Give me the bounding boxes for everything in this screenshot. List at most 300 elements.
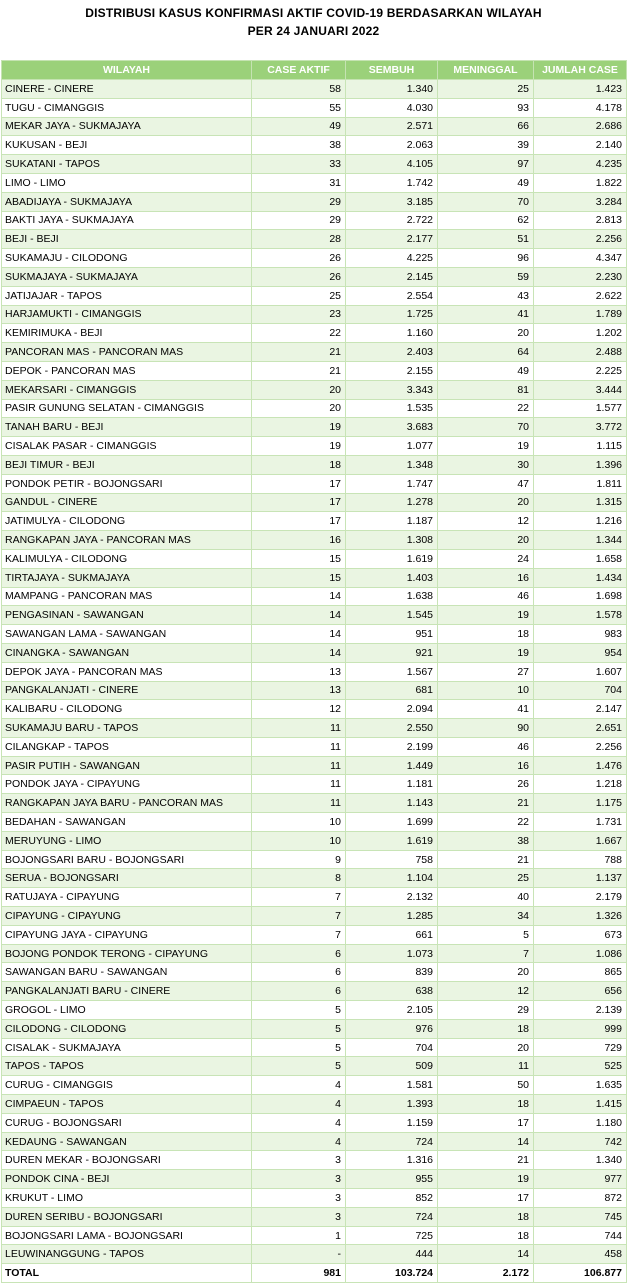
jumlah-case-cell: 1.476 [534, 756, 627, 775]
case-aktif-cell: 18 [252, 455, 346, 474]
jumlah-case-cell: 4.178 [534, 98, 627, 117]
meninggal-cell: 34 [438, 907, 534, 926]
table-row [2, 625, 627, 644]
table-row [2, 756, 627, 775]
wilayah-cell: ABADIJAYA - SUKMAJAYA [2, 192, 252, 211]
meninggal-cell: 70 [438, 418, 534, 437]
sembuh-cell: 2.132 [346, 888, 438, 907]
table-row [2, 1132, 627, 1151]
sembuh-cell: 1.535 [346, 399, 438, 418]
wilayah-cell: BEDAHAN - SAWANGAN [2, 813, 252, 832]
table-row [2, 173, 627, 192]
jumlah-case-cell: 2.256 [534, 230, 627, 249]
wilayah-cell: CISALAK PASAR - CIMANGGIS [2, 437, 252, 456]
case-aktif-cell: 4 [252, 1095, 346, 1114]
case-aktif-cell: 6 [252, 944, 346, 963]
sembuh-cell: 1.077 [346, 437, 438, 456]
case-aktif-cell: 5 [252, 1038, 346, 1057]
sembuh-cell: 1.545 [346, 606, 438, 625]
meninggal-cell: 38 [438, 831, 534, 850]
table-row [2, 681, 627, 700]
jumlah-case-cell: 3.444 [534, 380, 627, 399]
wilayah-cell: PENGASINAN - SAWANGAN [2, 606, 252, 625]
case-aktif-cell: 33 [252, 155, 346, 174]
wilayah-cell: PANGKALANJATI BARU - CINERE [2, 982, 252, 1001]
sembuh-cell: 839 [346, 963, 438, 982]
case-aktif-cell: 3 [252, 1170, 346, 1189]
wilayah-cell: KUKUSAN - BEJI [2, 136, 252, 155]
table-row [2, 155, 627, 174]
case-aktif-cell: 6 [252, 963, 346, 982]
meninggal-cell: 26 [438, 775, 534, 794]
meninggal-cell: 20 [438, 1038, 534, 1057]
jumlah-case-cell: 2.651 [534, 719, 627, 738]
wilayah-cell: KRUKUT - LIMO [2, 1189, 252, 1208]
table-row [2, 136, 627, 155]
sembuh-cell: 1.619 [346, 549, 438, 568]
meninggal-cell: 29 [438, 1001, 534, 1020]
wilayah-cell: DEPOK - PANCORAN MAS [2, 361, 252, 380]
wilayah-cell: KALIBARU - CILODONG [2, 700, 252, 719]
case-aktif-cell: 26 [252, 249, 346, 268]
case-aktif-cell: 21 [252, 343, 346, 362]
sembuh-cell: 2.145 [346, 267, 438, 286]
jumlah-case-cell: 1.578 [534, 606, 627, 625]
jumlah-case-cell: 977 [534, 1170, 627, 1189]
meninggal-cell: 11 [438, 1057, 534, 1076]
meninggal-cell: 19 [438, 1170, 534, 1189]
case-aktif-cell: 15 [252, 549, 346, 568]
wilayah-cell: KEDAUNG - SAWANGAN [2, 1132, 252, 1151]
jumlah-case-cell: 788 [534, 850, 627, 869]
wilayah-cell: KALIMULYA - CILODONG [2, 549, 252, 568]
jumlah-case-cell: 1.415 [534, 1095, 627, 1114]
wilayah-cell: BOJONG PONDOK TERONG - CIPAYUNG [2, 944, 252, 963]
jumlah-case-cell: 745 [534, 1207, 627, 1226]
case-aktif-cell: 1 [252, 1226, 346, 1245]
table-row [2, 192, 627, 211]
wilayah-cell: DEPOK JAYA - PANCORAN MAS [2, 662, 252, 681]
wilayah-cell: SAWANGAN BARU - SAWANGAN [2, 963, 252, 982]
sembuh-cell: 852 [346, 1189, 438, 1208]
table-row [2, 1057, 627, 1076]
jumlah-case-cell: 742 [534, 1132, 627, 1151]
wilayah-cell: MEKAR JAYA - SUKMAJAYA [2, 117, 252, 136]
table-row [2, 643, 627, 662]
wilayah-cell: BOJONGSARI LAMA - BOJONGSARI [2, 1226, 252, 1245]
case-aktif-cell: 5 [252, 1057, 346, 1076]
sembuh-cell: 2.105 [346, 1001, 438, 1020]
sembuh-cell: 1.181 [346, 775, 438, 794]
table-row [2, 1189, 627, 1208]
table-row [2, 662, 627, 681]
meninggal-cell: 18 [438, 1019, 534, 1038]
jumlah-case-cell: 1.340 [534, 1151, 627, 1170]
sembuh-cell: 1.449 [346, 756, 438, 775]
wilayah-cell: SUKAMAJU - CILODONG [2, 249, 252, 268]
wilayah-cell: MEKARSARI - CIMANGGIS [2, 380, 252, 399]
table-body [2, 80, 627, 1264]
jumlah-case-cell: 1.180 [534, 1113, 627, 1132]
jumlah-case-cell: 1.326 [534, 907, 627, 926]
wilayah-cell: BOJONGSARI BARU - BOJONGSARI [2, 850, 252, 869]
total-case-aktif: 981 [252, 1264, 346, 1283]
jumlah-case-cell: 2.139 [534, 1001, 627, 1020]
meninggal-cell: 14 [438, 1132, 534, 1151]
table-row [2, 907, 627, 926]
sembuh-cell: 1.348 [346, 455, 438, 474]
meninggal-cell: 17 [438, 1113, 534, 1132]
table-row [2, 324, 627, 343]
column-header-jumlah-case: JUMLAH CASE [534, 61, 627, 80]
sembuh-cell: 1.073 [346, 944, 438, 963]
wilayah-cell: CINANGKA - SAWANGAN [2, 643, 252, 662]
sembuh-cell: 1.393 [346, 1095, 438, 1114]
jumlah-case-cell: 744 [534, 1226, 627, 1245]
case-aktif-cell: 13 [252, 662, 346, 681]
sembuh-cell: 1.567 [346, 662, 438, 681]
meninggal-cell: 24 [438, 549, 534, 568]
wilayah-cell: CURUG - CIMANGGIS [2, 1076, 252, 1095]
sembuh-cell: 2.094 [346, 700, 438, 719]
wilayah-cell: MERUYUNG - LIMO [2, 831, 252, 850]
meninggal-cell: 19 [438, 606, 534, 625]
wilayah-cell: BEJI - BEJI [2, 230, 252, 249]
wilayah-cell: CIPAYUNG JAYA - CIPAYUNG [2, 925, 252, 944]
jumlah-case-cell: 1.667 [534, 831, 627, 850]
sembuh-cell: 2.722 [346, 211, 438, 230]
sembuh-cell: 3.343 [346, 380, 438, 399]
meninggal-cell: 12 [438, 982, 534, 1001]
jumlah-case-cell: 1.086 [534, 944, 627, 963]
case-aktif-cell: 22 [252, 324, 346, 343]
case-aktif-cell: 29 [252, 192, 346, 211]
jumlah-case-cell: 1.789 [534, 305, 627, 324]
wilayah-cell: SERUA - BOJONGSARI [2, 869, 252, 888]
wilayah-cell: PONDOK JAYA - CIPAYUNG [2, 775, 252, 794]
case-aktif-cell: 49 [252, 117, 346, 136]
meninggal-cell: 7 [438, 944, 534, 963]
meninggal-cell: 39 [438, 136, 534, 155]
jumlah-case-cell: 1.137 [534, 869, 627, 888]
table-row [2, 944, 627, 963]
meninggal-cell: 51 [438, 230, 534, 249]
case-aktif-cell: 15 [252, 568, 346, 587]
sembuh-cell: 1.160 [346, 324, 438, 343]
sembuh-cell: 1.316 [346, 1151, 438, 1170]
wilayah-cell: GANDUL - CINERE [2, 493, 252, 512]
meninggal-cell: 20 [438, 531, 534, 550]
table-row [2, 568, 627, 587]
meninggal-cell: 64 [438, 343, 534, 362]
sembuh-cell: 2.550 [346, 719, 438, 738]
table-row [2, 1226, 627, 1245]
case-aktif-cell: 6 [252, 982, 346, 1001]
case-aktif-cell: 14 [252, 625, 346, 644]
case-aktif-cell: 3 [252, 1207, 346, 1226]
meninggal-cell: 62 [438, 211, 534, 230]
meninggal-cell: 20 [438, 493, 534, 512]
meninggal-cell: 18 [438, 1207, 534, 1226]
table-row [2, 794, 627, 813]
case-aktif-cell: 55 [252, 98, 346, 117]
case-aktif-cell: 3 [252, 1189, 346, 1208]
jumlah-case-cell: 729 [534, 1038, 627, 1057]
sembuh-cell: 1.159 [346, 1113, 438, 1132]
table-row [2, 1076, 627, 1095]
jumlah-case-cell: 2.622 [534, 286, 627, 305]
meninggal-cell: 5 [438, 925, 534, 944]
wilayah-cell: GROGOL - LIMO [2, 1001, 252, 1020]
meninggal-cell: 46 [438, 587, 534, 606]
table-row [2, 719, 627, 738]
sembuh-cell: 758 [346, 850, 438, 869]
jumlah-case-cell: 1.423 [534, 80, 627, 99]
table-row [2, 361, 627, 380]
case-aktif-cell: 38 [252, 136, 346, 155]
meninggal-cell: 17 [438, 1189, 534, 1208]
case-aktif-cell: 21 [252, 361, 346, 380]
wilayah-cell: BEJI TIMUR - BEJI [2, 455, 252, 474]
sembuh-cell: 951 [346, 625, 438, 644]
sembuh-cell: 638 [346, 982, 438, 1001]
sembuh-cell: 1.308 [346, 531, 438, 550]
table-row [2, 305, 627, 324]
table-row [2, 1019, 627, 1038]
table-row [2, 493, 627, 512]
jumlah-case-cell: 1.396 [534, 455, 627, 474]
case-aktif-cell: 12 [252, 700, 346, 719]
table-row [2, 474, 627, 493]
sembuh-cell: 1.638 [346, 587, 438, 606]
sembuh-cell: 1.747 [346, 474, 438, 493]
meninggal-cell: 21 [438, 1151, 534, 1170]
jumlah-case-cell: 1.344 [534, 531, 627, 550]
column-header-wilayah: WILAYAH [2, 61, 252, 80]
table-row [2, 380, 627, 399]
sembuh-cell: 724 [346, 1132, 438, 1151]
meninggal-cell: 41 [438, 700, 534, 719]
case-aktif-cell: 5 [252, 1001, 346, 1020]
case-aktif-cell: 25 [252, 286, 346, 305]
meninggal-cell: 97 [438, 155, 534, 174]
wilayah-cell: BAKTI JAYA - SUKMAJAYA [2, 211, 252, 230]
case-aktif-cell: 17 [252, 474, 346, 493]
sembuh-cell: 2.403 [346, 343, 438, 362]
sembuh-cell: 1.340 [346, 80, 438, 99]
meninggal-cell: 19 [438, 643, 534, 662]
meninggal-cell: 18 [438, 1095, 534, 1114]
case-aktif-cell: 11 [252, 719, 346, 738]
jumlah-case-cell: 1.577 [534, 399, 627, 418]
jumlah-case-cell: 1.607 [534, 662, 627, 681]
table-row [2, 963, 627, 982]
sembuh-cell: 444 [346, 1245, 438, 1264]
wilayah-cell: RANGKAPAN JAYA - PANCORAN MAS [2, 531, 252, 550]
jumlah-case-cell: 1.175 [534, 794, 627, 813]
table-row [2, 850, 627, 869]
table-row [2, 1170, 627, 1189]
table-row [2, 249, 627, 268]
jumlah-case-cell: 3.284 [534, 192, 627, 211]
case-aktif-cell: 20 [252, 399, 346, 418]
table-row [2, 888, 627, 907]
jumlah-case-cell: 4.347 [534, 249, 627, 268]
table-row [2, 286, 627, 305]
wilayah-cell: PASIR PUTIH - SAWANGAN [2, 756, 252, 775]
table-row [2, 1113, 627, 1132]
report-title: DISTRIBUSI KASUS KONFIRMASI AKTIF COVID-19 BERDASARKAN WILAYAH [85, 6, 542, 20]
jumlah-case-cell: 2.813 [534, 211, 627, 230]
sembuh-cell: 1.143 [346, 794, 438, 813]
wilayah-cell: RANGKAPAN JAYA BARU - PANCORAN MAS [2, 794, 252, 813]
table-row [2, 531, 627, 550]
meninggal-cell: 22 [438, 813, 534, 832]
sembuh-cell: 4.030 [346, 98, 438, 117]
table-row [2, 831, 627, 850]
meninggal-cell: 30 [438, 455, 534, 474]
wilayah-cell: CISALAK - SUKMAJAYA [2, 1038, 252, 1057]
case-aktif-cell: 11 [252, 775, 346, 794]
sembuh-cell: 2.571 [346, 117, 438, 136]
jumlah-case-cell: 1.811 [534, 474, 627, 493]
table-row [2, 399, 627, 418]
meninggal-cell: 22 [438, 399, 534, 418]
table-row [2, 455, 627, 474]
total-jumlah-case: 106.877 [534, 1264, 627, 1283]
jumlah-case-cell: 954 [534, 643, 627, 662]
meninggal-cell: 21 [438, 794, 534, 813]
wilayah-cell: PANGKALANJATI - CINERE [2, 681, 252, 700]
jumlah-case-cell: 3.772 [534, 418, 627, 437]
case-aktif-cell: 13 [252, 681, 346, 700]
case-aktif-cell: 26 [252, 267, 346, 286]
case-aktif-cell: 19 [252, 437, 346, 456]
sembuh-cell: 4.225 [346, 249, 438, 268]
jumlah-case-cell: 4.235 [534, 155, 627, 174]
wilayah-cell: CILANGKAP - TAPOS [2, 737, 252, 756]
table-row [2, 549, 627, 568]
sembuh-cell: 509 [346, 1057, 438, 1076]
meninggal-cell: 20 [438, 963, 534, 982]
jumlah-case-cell: 1.822 [534, 173, 627, 192]
wilayah-cell: JATIMULYA - CILODONG [2, 512, 252, 531]
sembuh-cell: 2.554 [346, 286, 438, 305]
sembuh-cell: 4.105 [346, 155, 438, 174]
meninggal-cell: 10 [438, 681, 534, 700]
wilayah-cell: JATIJAJAR - TAPOS [2, 286, 252, 305]
jumlah-case-cell: 872 [534, 1189, 627, 1208]
wilayah-cell: SUKAMAJU BARU - TAPOS [2, 719, 252, 738]
jumlah-case-cell: 525 [534, 1057, 627, 1076]
total-meninggal: 2.172 [438, 1264, 534, 1283]
sembuh-cell: 976 [346, 1019, 438, 1038]
meninggal-cell: 49 [438, 361, 534, 380]
case-aktif-cell: 10 [252, 831, 346, 850]
table-row [2, 1095, 627, 1114]
jumlah-case-cell: 656 [534, 982, 627, 1001]
meninggal-cell: 40 [438, 888, 534, 907]
wilayah-cell: TIRTAJAYA - SUKMAJAYA [2, 568, 252, 587]
case-aktif-cell: 29 [252, 211, 346, 230]
sembuh-cell: 2.155 [346, 361, 438, 380]
sembuh-cell: 1.285 [346, 907, 438, 926]
jumlah-case-cell: 673 [534, 925, 627, 944]
case-aktif-cell: 20 [252, 380, 346, 399]
wilayah-cell: PONDOK CINA - BEJI [2, 1170, 252, 1189]
meninggal-cell: 16 [438, 756, 534, 775]
wilayah-cell: SAWANGAN LAMA - SAWANGAN [2, 625, 252, 644]
wilayah-cell: LIMO - LIMO [2, 173, 252, 192]
meninggal-cell: 14 [438, 1245, 534, 1264]
jumlah-case-cell: 2.488 [534, 343, 627, 362]
case-aktif-cell: 58 [252, 80, 346, 99]
case-aktif-cell: 11 [252, 756, 346, 775]
wilayah-cell: CILODONG - CILODONG [2, 1019, 252, 1038]
table-row [2, 437, 627, 456]
sembuh-cell: 724 [346, 1207, 438, 1226]
table-row [2, 1245, 627, 1264]
sembuh-cell: 1.403 [346, 568, 438, 587]
sembuh-cell: 681 [346, 681, 438, 700]
table-row [2, 230, 627, 249]
wilayah-cell: DUREN SERIBU - BOJONGSARI [2, 1207, 252, 1226]
table-row [2, 587, 627, 606]
table-row [2, 925, 627, 944]
column-header-sembuh: SEMBUH [346, 61, 438, 80]
table-row [2, 982, 627, 1001]
meninggal-cell: 25 [438, 869, 534, 888]
wilayah-cell: RATUJAYA - CIPAYUNG [2, 888, 252, 907]
jumlah-case-cell: 865 [534, 963, 627, 982]
table-row [2, 606, 627, 625]
jumlah-case-cell: 1.315 [534, 493, 627, 512]
jumlah-case-cell: 1.658 [534, 549, 627, 568]
sembuh-cell: 1.581 [346, 1076, 438, 1095]
wilayah-cell: TAPOS - TAPOS [2, 1057, 252, 1076]
meninggal-cell: 93 [438, 98, 534, 117]
table-row [2, 1038, 627, 1057]
sembuh-cell: 725 [346, 1226, 438, 1245]
meninggal-cell: 43 [438, 286, 534, 305]
column-header-meninggal: MENINGGAL [438, 61, 534, 80]
table-header-row [2, 61, 627, 80]
case-aktif-cell: 4 [252, 1132, 346, 1151]
case-aktif-cell: 11 [252, 794, 346, 813]
meninggal-cell: 19 [438, 437, 534, 456]
sembuh-cell: 661 [346, 925, 438, 944]
jumlah-case-cell: 2.140 [534, 136, 627, 155]
table-row [2, 211, 627, 230]
jumlah-case-cell: 2.147 [534, 700, 627, 719]
case-aktif-cell: 11 [252, 737, 346, 756]
jumlah-case-cell: 999 [534, 1019, 627, 1038]
covid-distribution-table [1, 60, 627, 1283]
wilayah-cell: HARJAMUKTI - CIMANGGIS [2, 305, 252, 324]
wilayah-cell: TANAH BARU - BEJI [2, 418, 252, 437]
sembuh-cell: 1.619 [346, 831, 438, 850]
meninggal-cell: 47 [438, 474, 534, 493]
table-row [2, 813, 627, 832]
sembuh-cell: 704 [346, 1038, 438, 1057]
sembuh-cell: 1.699 [346, 813, 438, 832]
table-row [2, 1151, 627, 1170]
meninggal-cell: 81 [438, 380, 534, 399]
table-row [2, 869, 627, 888]
jumlah-case-cell: 2.179 [534, 888, 627, 907]
table-row [2, 343, 627, 362]
jumlah-case-cell: 1.202 [534, 324, 627, 343]
